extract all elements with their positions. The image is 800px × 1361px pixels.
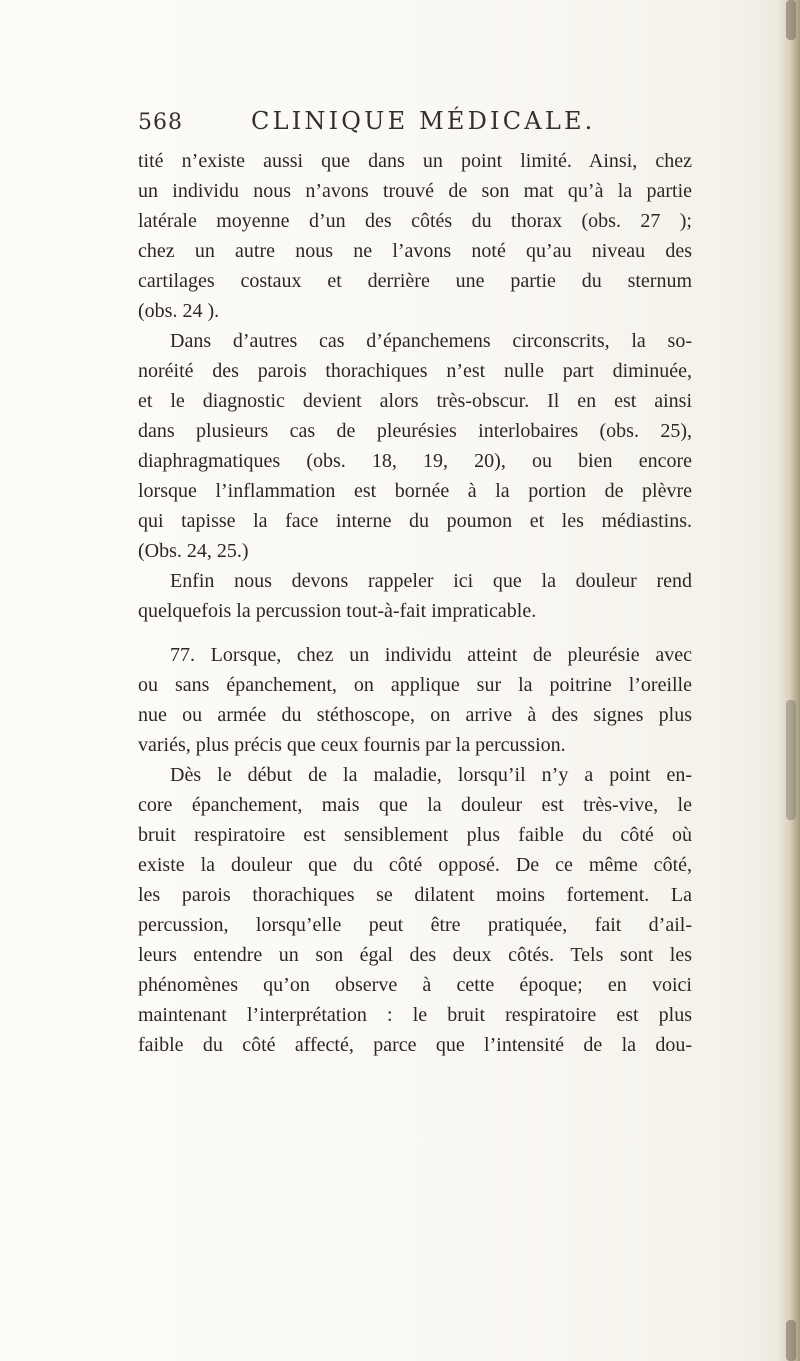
- text-line: les parois thorachiques se dilatent moins fortement. La: [138, 884, 692, 906]
- text-line: et le diagnostic devient alors très-obscur. Il en est ainsi: [138, 390, 692, 412]
- page-edge-shadow: [778, 0, 800, 1361]
- text-line: nue ou armée du stéthoscope, on arrive à des signes plus: [138, 704, 692, 726]
- text-line: phénomènes qu’on observe à cette époque; en voici: [138, 974, 692, 996]
- text-line: faible du côté affecté, parce que l’intensité de la dou-: [138, 1034, 692, 1056]
- text-line: latérale moyenne d’un des côtés du thorax (obs. 27 );: [138, 210, 692, 232]
- text-line: cartilages costaux et derrière une partie du sternum: [138, 270, 692, 292]
- paragraph-start: Dans d’autres cas d’épanchemens circonscrits, la so-: [170, 330, 692, 352]
- page-edge-mark-bottom: [786, 1320, 796, 1361]
- text-line: (Obs. 24, 25.): [138, 540, 249, 562]
- body-text: [138, 146, 692, 1060]
- text-line: bruit respiratoire est sensiblement plus faible du côté où: [138, 824, 692, 846]
- section-77-start: 77. Lorsque, chez un individu atteint de pleurésie avec: [170, 644, 692, 666]
- text-line: un individu nous n’avons trouvé de son mat qu’à la partie: [138, 180, 692, 202]
- text-line: noréité des parois thorachiques n’est nulle part diminuée,: [138, 360, 692, 382]
- page-edge-mark-middle: [786, 700, 796, 820]
- text-line: ou sans épanchement, on applique sur la poitrine l’oreille: [138, 674, 692, 696]
- page-header: [138, 107, 698, 141]
- page-edge-mark-top: [786, 0, 796, 40]
- text-line: qui tapisse la face interne du poumon et les médiastins.: [138, 510, 692, 532]
- running-title: CLINIQUE MÉDICALE.: [251, 107, 596, 135]
- page-number: 568: [138, 110, 183, 135]
- text-line: percussion, lorsqu’elle peut être pratiquée, fait d’ail-: [138, 914, 692, 936]
- text-line: core épanchement, mais que la douleur est très-vive, le: [138, 794, 692, 816]
- text-line: maintenant l’interprétation : le bruit respiratoire est plus: [138, 1004, 692, 1026]
- text-line: dans plusieurs cas de pleurésies interlobaires (obs. 25),: [138, 420, 692, 442]
- text-line: chez un autre nous ne l’avons noté qu’au niveau des: [138, 240, 692, 262]
- paragraph-start: Dès le début de la maladie, lorsqu’il n’y a point en-: [170, 764, 692, 786]
- text-line: lorsque l’inflammation est bornée à la portion de plèvre: [138, 480, 692, 502]
- text-line: tité n’existe aussi que dans un point limité. Ainsi, chez: [138, 150, 692, 172]
- text-line: existe la douleur que du côté opposé. De ce même côté,: [138, 854, 692, 876]
- text-line: diaphragmatiques (obs. 18, 19, 20), ou bien encore: [138, 450, 692, 472]
- text-line: leurs entendre un son égal des deux côtés. Tels sont les: [138, 944, 692, 966]
- text-line: variés, plus précis que ceux fournis par la percussion.: [138, 734, 566, 756]
- paragraph-start: Enfin nous devons rappeler ici que la douleur rend: [170, 570, 692, 592]
- text-line: (obs. 24 ).: [138, 300, 220, 322]
- text-line: quelquefois la percussion tout-à-fait impraticable.: [138, 600, 537, 622]
